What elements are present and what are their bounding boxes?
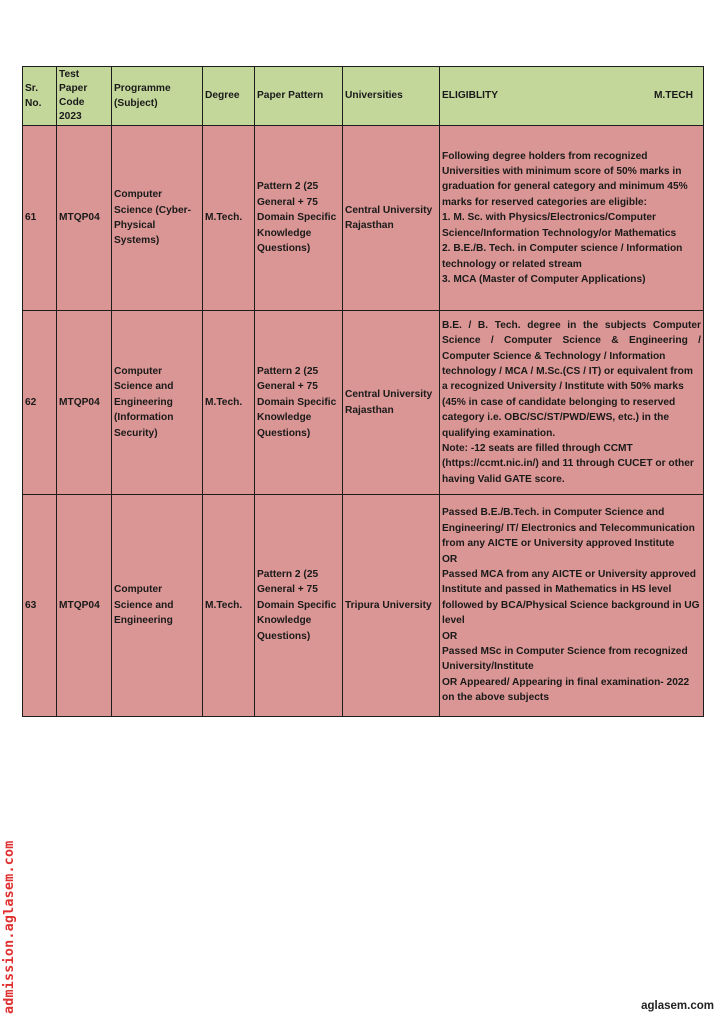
cell-sr: 63	[23, 495, 57, 717]
table-row	[23, 311, 704, 495]
eligibility-line: followed by BCA/Physical Science background in UG	[442, 599, 700, 611]
cell-code: MTQP04	[57, 126, 112, 311]
cell-eligibility	[440, 311, 704, 495]
cell-programme: Computer Science and Engineering	[112, 495, 203, 717]
eligibility-line: on the above subjects	[442, 692, 549, 704]
eligibility-line: University/Institute	[442, 661, 534, 673]
watermark: admission.aglasem.com	[2, 840, 17, 1014]
cell-code: MTQP04	[57, 311, 112, 495]
cell-pattern: Pattern 2 (25 General + 75 Domain Specific Knowledge Questions)	[255, 495, 343, 717]
cell-eligibility	[440, 495, 704, 717]
header-degree: Degree	[203, 67, 255, 126]
eligibility-line: graduation for general category and minimum 45%	[442, 181, 688, 193]
eligibility-line: 1. M. Sc. with Physics/Electronics/Computer	[442, 212, 656, 224]
eligibility-line: qualifying examination.	[442, 427, 556, 439]
table-row	[23, 126, 704, 311]
eligibility-line: B.E. / B. Tech. degree in the subjects Computer	[442, 319, 701, 331]
eligibility-line: Following degree holders from recognized	[442, 150, 648, 162]
eligibility-line: OR	[442, 630, 458, 642]
header-row	[23, 67, 704, 126]
eligibility-line: technology or related stream	[442, 258, 582, 270]
cell-pattern: Pattern 2 (25 General + 75 Domain Specific Knowledge Questions)	[255, 311, 343, 495]
cell-degree: M.Tech.	[203, 126, 255, 311]
eligibility-line: 3. MCA (Master of Computer Applications)	[442, 273, 646, 285]
eligibility-line: Passed MSc in Computer Science from recognized	[442, 646, 688, 658]
programme-table	[22, 66, 704, 717]
eligibility-line: Passed MCA from any AICTE or University approved	[442, 568, 696, 580]
cell-code: MTQP04	[57, 495, 112, 717]
header-universities: Universities	[343, 67, 440, 126]
eligibility-line: Engineering/ IT/ Electronics and Telecommunication	[442, 522, 695, 534]
eligibility-line: OR	[442, 553, 458, 565]
eligibility-line: from any AICTE or University approved Institute	[442, 538, 675, 550]
cell-sr: 62	[23, 311, 57, 495]
eligibility-line: Science / Computer Science & Engineering /	[442, 335, 701, 347]
header-eligibility-label: ELIGIBLITY	[442, 90, 499, 102]
cell-university: Tripura University	[343, 495, 440, 717]
header-mtech-label: M.TECH	[653, 90, 693, 102]
cell-programme: Computer Science (Cyber- Physical Systems)	[112, 126, 203, 311]
eligibility-line: (https://ccmt.nic.in/) and 11 through CUCET or other	[442, 458, 694, 470]
eligibility-line: category i.e. OBC/SC/ST/PWD/EWS, etc.) in the	[442, 412, 669, 424]
cell-pattern: Pattern 2 (25 General + 75 Domain Specific Knowledge Questions)	[255, 126, 343, 311]
header-code: Test Paper Code 2023	[57, 67, 112, 126]
cell-university: Central University Rajasthan	[343, 311, 440, 495]
eligibility-line: having Valid GATE score.	[442, 473, 565, 485]
header-programme: Programme (Subject)	[112, 67, 203, 126]
eligibility-line: Note: -12 seats are filled through CCMT	[442, 443, 633, 455]
cell-programme: Computer Science and Engineering (Information Security)	[112, 311, 203, 495]
eligibility-line: OR Appeared/ Appearing in final examination- 2022	[442, 676, 690, 688]
cell-university: Central University Rajasthan	[343, 126, 440, 311]
eligibility-line: 2. B.E./B. Tech. in Computer science / Information	[442, 243, 683, 255]
header-pattern: Paper Pattern	[255, 67, 343, 126]
eligibility-line: level	[442, 615, 465, 627]
eligibility-line: Institute and passed in Mathematics in HS level	[442, 584, 672, 596]
eligibility-line: technology / MCA / M.Sc.(CS / IT) or equivalent from	[442, 365, 693, 377]
header-sr: Sr. No.	[23, 67, 57, 126]
cell-degree: M.Tech.	[203, 311, 255, 495]
table-row	[23, 495, 704, 717]
footer-brand: aglasem.com	[641, 1000, 714, 1012]
eligibility-line: a recognized University / Institute with 50% marks	[442, 381, 684, 393]
eligibility-line: Passed B.E./B.Tech. in Computer Science and	[442, 507, 665, 519]
cell-degree: M.Tech.	[203, 495, 255, 717]
eligibility-line: Computer Science & Technology / Information	[442, 350, 666, 362]
eligibility-line: (45% in case of candidate belonging to reserved	[442, 396, 676, 408]
eligibility-line: marks for reserved categories are eligible:	[442, 196, 647, 208]
header-eligibility	[440, 67, 704, 126]
eligibility-line: Universities with minimum score of 50% marks in	[442, 166, 682, 178]
cell-eligibility	[440, 126, 704, 311]
cell-sr: 61	[23, 126, 57, 311]
eligibility-line: Science/Information Technology/or Mathematics	[442, 227, 677, 239]
